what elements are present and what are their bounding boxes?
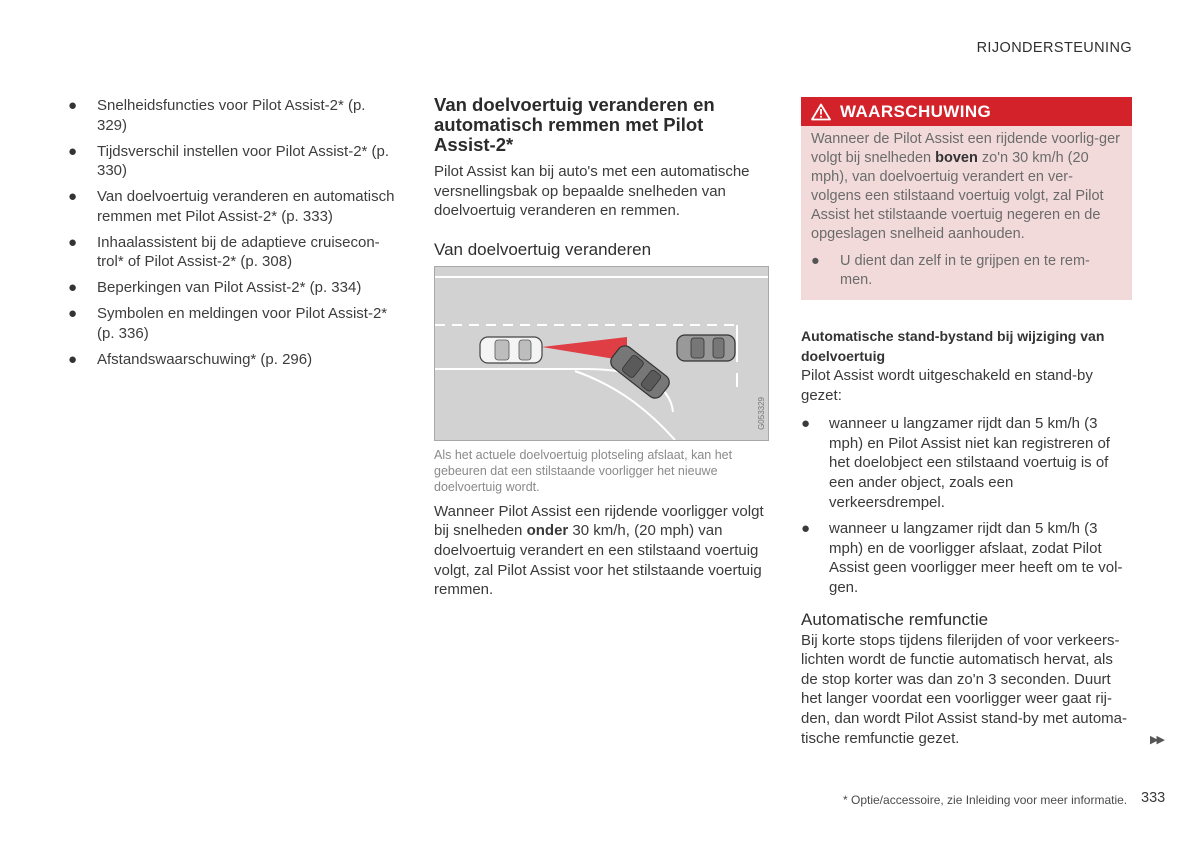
body-paragraph: Wanneer Pilot Assist een rijdende voorligger volgt bij snelheden onder 30 km/h, (20 mph) van doelvoertuig verandert en een stilstaand voertuig volgt, zal Pilot Assist voor het stilstaande voertuig remmen.: [434, 502, 764, 599]
road-diagram: [435, 267, 768, 440]
warning-title: WAARSCHUWING: [840, 101, 992, 121]
double-arrow-right-icon[interactable]: ▶▶: [1150, 734, 1163, 746]
figure-caption: Als het actuele doelvoertuig plotseling afslaat, kan het gebeuren dat een stilstaande voorligger het nieuwe doelvoertuig wordt.: [434, 447, 733, 494]
bullet-icon: ●: [801, 415, 811, 433]
stationary-car: [677, 335, 735, 361]
warning-header: [801, 97, 1132, 126]
list-item[interactable]: ● Van doelvoertuig veranderen en automatisch remmen met Pilot Assist-2* (p. 333): [68, 188, 395, 225]
list-item[interactable]: ● Snelheidsfuncties voor Pilot Assist-2* (p. 329): [68, 97, 366, 134]
standby-title: Automatische stand-bystand bij wijziging van doelvoertuig: [801, 328, 1105, 364]
page-number: 333: [1141, 790, 1166, 806]
bullet-icon: ●: [68, 142, 78, 160]
bullet-icon: ●: [68, 305, 78, 322]
list-item[interactable]: ● Symbolen en meldingen voor Pilot Assist-2* (p. 336): [68, 305, 388, 342]
warning-box: [801, 126, 1132, 300]
list-item[interactable]: ● Inhaalassistent bij de adaptieve cruisecon-trol* of Pilot Assist-2* (p. 308): [68, 233, 380, 270]
bullet-icon: ●: [68, 97, 78, 114]
warning-bullet: ● U dient dan zelf in te grijpen en te rem-men.: [811, 253, 1090, 288]
standby-intro: Pilot Assist wordt uitgeschakeld en stand-by gezet:: [801, 367, 1093, 404]
bullet-icon: ●: [68, 233, 78, 251]
standby-list: [801, 414, 1132, 597]
autobrake-title: Automatische remfunctie: [801, 609, 989, 629]
list-item: ● wanneer u langzamer rijdt dan 5 km/h (3 mph) en Pilot Assist niet kan registreren of het doelobject een stilstaand voertuig is of een ander object, zoals een verkeersdrempel.: [801, 415, 1110, 511]
page-title: Van doelvoertuig veranderen en automatisch remmen met Pilot Assist-2*: [434, 94, 715, 155]
bullet-icon: ●: [68, 188, 78, 205]
right-column: [801, 97, 1132, 748]
list-item: ● wanneer u langzamer rijdt dan 5 km/h (3 mph) en de voorligger afslaat, zodat Pilot Assist geen voorligger meer heeft om te vol-gen.: [801, 520, 1123, 596]
own-car: [480, 337, 542, 363]
list-item[interactable]: ● Tijdsverschil instellen voor Pilot Assist-2* (p. 330): [68, 142, 390, 179]
bullet-icon: ●: [68, 350, 78, 368]
autobrake-text: Bij korte stops tijdens filerijden of voor verkeers-lichten wordt de functie automatisch hervat, als de stop korter was dan zo'n 3 seconden. Duurt het langer voordat een voorligger weer gaat rij-den, dan wordt Pilot Assist stand-by met automa-tische remfunctie gezet.: [801, 631, 1127, 747]
illustration-target-change: [434, 266, 769, 441]
main-column: [434, 95, 769, 600]
warning-triangle-icon: [811, 103, 831, 121]
related-links-column: [68, 96, 398, 376]
footnote: * Optie/accessoire, zie Inleiding voor meer informatie.: [843, 793, 1128, 807]
warning-text: Wanneer de Pilot Assist een rijdende voorlig-ger volgt bij snelheden boven zo'n 30 km/h (20 mph), van doelvoertuig verandert en ver-volgens een stilstaand voertuig volgt, zal Pilot Assist het stilstaande voertuig negeren en de opgeslagen snelheid aanhouden.: [811, 131, 1120, 242]
list-item[interactable]: ● Beperkingen van Pilot Assist-2* (p. 334): [68, 279, 362, 296]
bullet-icon: ●: [68, 279, 78, 296]
bullet-icon: ●: [801, 520, 811, 538]
section-header: RIJONDERSTEUNING: [976, 40, 1132, 56]
list-item[interactable]: ● Afstandswaarschuwing* (p. 296): [68, 350, 313, 368]
related-links-list: [68, 96, 398, 369]
figure-code: G053329: [757, 396, 766, 430]
intro-paragraph: Pilot Assist kan bij auto's met een automatische versnellingsbak op bepaalde snelheden van doelvoertuig veranderen en remmen.: [434, 163, 750, 220]
section-subtitle: Van doelvoertuig veranderen: [434, 239, 652, 259]
bullet-icon: ●: [811, 253, 820, 269]
